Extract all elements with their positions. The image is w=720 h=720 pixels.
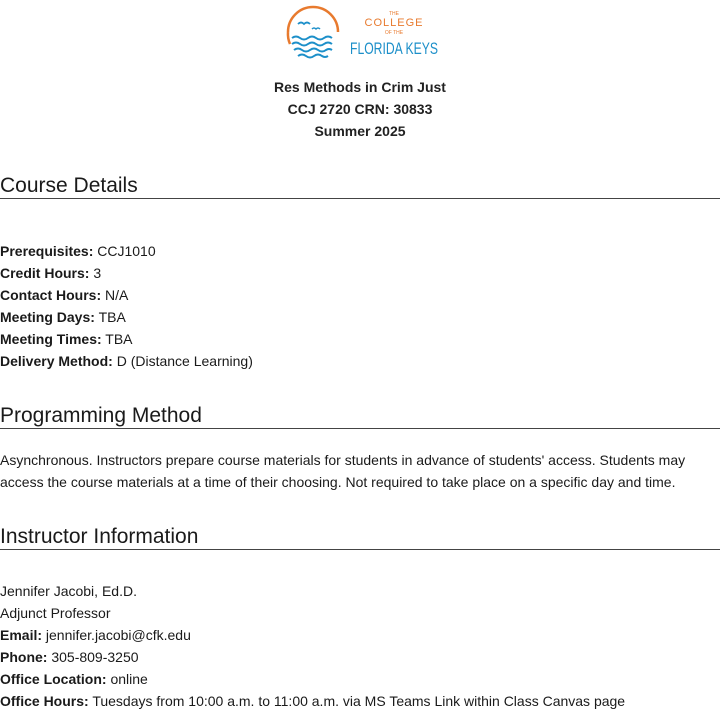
instructor-phone bbox=[0, 647, 139, 667]
detail-value: N/A bbox=[105, 287, 129, 303]
detail-value: CCJ1010 bbox=[97, 243, 156, 259]
email-link[interactable]: jennifer.jacobi@cfk.edu bbox=[45, 627, 191, 643]
college-logo-graphic bbox=[282, 4, 442, 64]
svg-text:COLLEGE: COLLEGE bbox=[364, 17, 424, 29]
detail-meeting-days bbox=[0, 307, 126, 327]
instructor-label: Email: bbox=[0, 627, 43, 643]
instructor-office-location bbox=[0, 669, 148, 689]
course-term: Summer 2025 bbox=[314, 123, 406, 139]
detail-delivery-method bbox=[0, 351, 253, 371]
detail-contact-hours bbox=[0, 285, 128, 305]
detail-value: 3 bbox=[93, 265, 102, 281]
course-details-heading: Course Details bbox=[0, 174, 720, 199]
svg-text:THE: THE bbox=[389, 11, 399, 17]
instructor-label: Phone: bbox=[0, 649, 48, 665]
detail-label: Meeting Days: bbox=[0, 309, 95, 325]
detail-value: TBA bbox=[105, 331, 133, 347]
course-title: Res Methods in Crim Just bbox=[274, 79, 446, 95]
detail-credit-hours bbox=[0, 263, 101, 283]
instructor-label: Office Hours: bbox=[0, 693, 89, 709]
detail-label: Meeting Times: bbox=[0, 331, 102, 347]
instructor-heading: Instructor Information bbox=[0, 525, 720, 550]
detail-label: Prerequisites: bbox=[0, 243, 94, 259]
instructor-name: Jennifer Jacobi, Ed.D. bbox=[0, 583, 137, 599]
instructor-email bbox=[0, 625, 191, 645]
programming-method-heading: Programming Method bbox=[0, 404, 720, 429]
detail-meeting-times bbox=[0, 329, 133, 349]
instructor-title: Adjunct Professor bbox=[0, 605, 111, 621]
svg-text:OF THE: OF THE bbox=[384, 30, 404, 36]
instructor-office-hours bbox=[0, 691, 625, 711]
svg-text:FLORIDA KEYS: FLORIDA KEYS bbox=[350, 39, 438, 58]
college-logo bbox=[282, 4, 442, 64]
instructor-value: online bbox=[110, 671, 148, 687]
programming-method-text: Asynchronous. Instructors prepare course materials for students in advance of students' access. Students may access the course materials at a time of their choosing. Not required to take place on a specific day and time. bbox=[0, 452, 686, 490]
instructor-value: Tuesdays from 10:00 a.m. to 11:00 a.m. via MS Teams Link within Class Canvas page bbox=[92, 693, 626, 709]
detail-label: Credit Hours: bbox=[0, 265, 90, 281]
detail-prerequisites bbox=[0, 241, 156, 261]
detail-label: Delivery Method: bbox=[0, 353, 113, 369]
detail-label: Contact Hours: bbox=[0, 287, 102, 303]
course-code: CCJ 2720 CRN: 30833 bbox=[287, 101, 433, 117]
instructor-value: 305-809-3250 bbox=[51, 649, 139, 665]
instructor-label: Office Location: bbox=[0, 671, 107, 687]
detail-value: D (Distance Learning) bbox=[116, 353, 253, 369]
detail-value: TBA bbox=[98, 309, 126, 325]
